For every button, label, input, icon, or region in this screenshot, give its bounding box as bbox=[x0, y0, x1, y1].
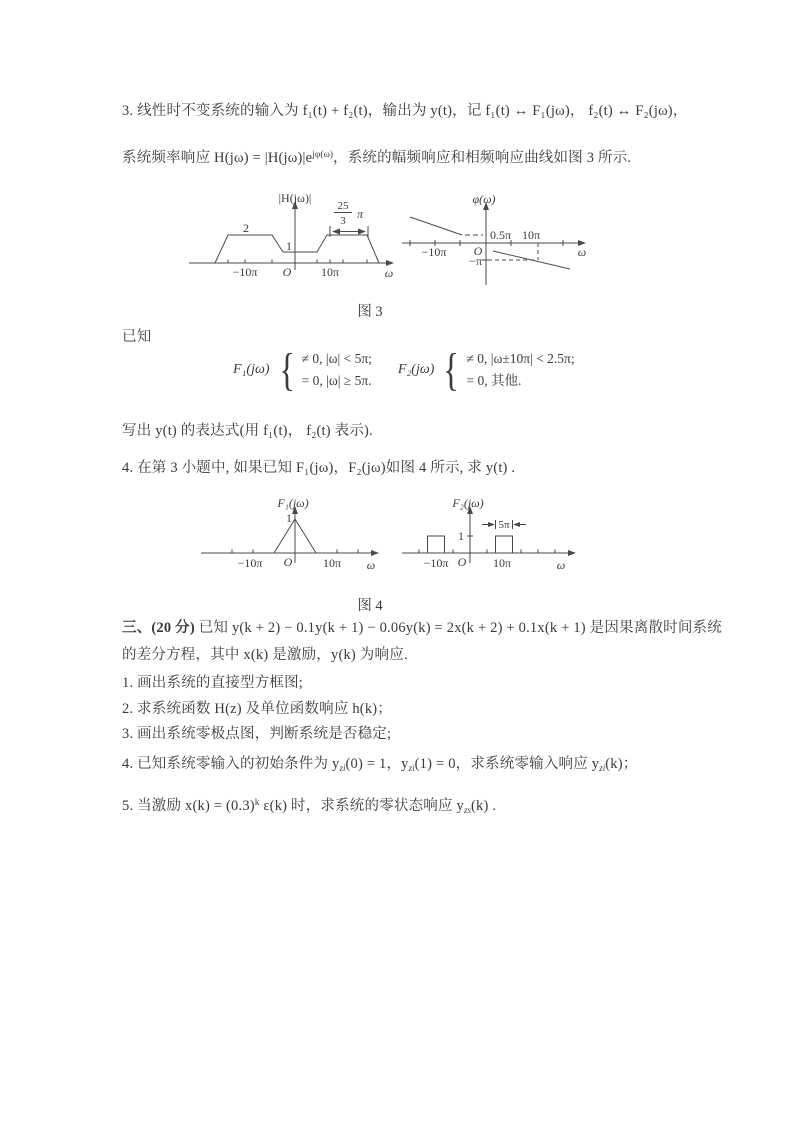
f1-name: F₁(jω) bbox=[233, 362, 270, 377]
fraction-pi: π bbox=[357, 207, 364, 221]
origin-label: O bbox=[282, 265, 292, 279]
arrow-left-icon bbox=[332, 229, 340, 235]
fraction-denominator: 3 bbox=[340, 215, 346, 227]
problem3-line2 bbox=[122, 146, 631, 167]
item5-text: (k) . bbox=[470, 798, 497, 814]
f2-axis-title: F₂(jω) bbox=[452, 496, 484, 510]
item4-text: (0) = 1，y bbox=[345, 756, 409, 772]
problem3-line2-post: ，系统的幅频响应和相频响应曲线如图 3 所示. bbox=[333, 150, 632, 166]
level-2-label: 2 bbox=[243, 221, 249, 235]
given-formulas bbox=[233, 344, 575, 395]
zi-subscript: zi bbox=[339, 763, 346, 773]
section3-heading: 三、(20 分) bbox=[122, 620, 195, 636]
f1-cases bbox=[302, 349, 372, 391]
omega-label: ω bbox=[577, 245, 587, 259]
problem3-line2-pre: 系统频率响应 H(jω) = |H(jω)|e bbox=[122, 150, 313, 166]
f2-definition bbox=[397, 344, 575, 395]
f1-case2: = 0, |ω| ≥ 5π. bbox=[301, 373, 372, 388]
f1-definition bbox=[233, 344, 372, 395]
neg10pi-label: −10π bbox=[232, 265, 258, 279]
neg10pi-label: −10π bbox=[421, 245, 447, 259]
f1-axis-title: F₁(jω) bbox=[277, 496, 309, 510]
omega-label: ω bbox=[384, 266, 394, 280]
phase-exponent: jφ(ω) bbox=[312, 150, 333, 160]
zi-subscript: zi bbox=[599, 763, 606, 773]
omega-label: ω bbox=[366, 558, 376, 572]
f2-case2: = 0, 其他. bbox=[466, 373, 522, 388]
axes bbox=[402, 202, 586, 285]
origin-label: O bbox=[457, 555, 467, 569]
fraction-numerator: 25 bbox=[337, 200, 349, 212]
magnitude-curve bbox=[215, 235, 379, 263]
phase-axis-title: φ(ω) bbox=[472, 192, 496, 206]
f2-case1: ≠ 0, |ω±10π| < 2.5π; bbox=[466, 351, 575, 366]
problem4-line: 4. 在第 3 小题中, 如果已知 F₁(jω)，F₂(jω)如图 4 所示, 求 y(t) . bbox=[122, 460, 516, 476]
x-axis-arrow-icon bbox=[568, 550, 576, 556]
section3-item5 bbox=[122, 794, 496, 815]
section3-item2: 2. 求系统函数 H(z) 及单位函数响应 h(k)； bbox=[122, 701, 392, 717]
omega-label: ω bbox=[556, 558, 566, 572]
pos10pi-label: 10π bbox=[492, 556, 512, 570]
given-label: 已知 bbox=[122, 329, 152, 345]
figure4-f1-plot bbox=[193, 497, 393, 592]
figure4-f2-plot bbox=[398, 497, 588, 592]
width-annotation bbox=[330, 200, 368, 237]
left-brace: { bbox=[443, 344, 460, 395]
pos10pi-label: 10π bbox=[322, 556, 342, 570]
width-label: 5π bbox=[498, 519, 510, 531]
figure3-phase-plot bbox=[398, 193, 593, 293]
f2-name: F₂(jω) bbox=[397, 362, 435, 377]
figure3-magnitude-plot bbox=[183, 192, 403, 292]
f1-case1: ≠ 0, |ω| < 5π; bbox=[301, 351, 372, 366]
zi-subscript: zi bbox=[408, 763, 415, 773]
level-1-label: 1 bbox=[286, 239, 292, 253]
x-axis-arrow-icon bbox=[371, 550, 379, 556]
magnitude-axis-title: |H(jω)| bbox=[278, 191, 312, 205]
k-exponent: k bbox=[254, 798, 260, 808]
section3-item4 bbox=[122, 752, 637, 773]
neg10pi-label: −10π bbox=[423, 556, 449, 570]
section3-line2: 的差分方程，其中 x(k) 是激励，y(k) 为响应. bbox=[122, 647, 408, 663]
level-1-label: 1 bbox=[458, 529, 464, 543]
section3-line1-rest: 已知 y(k + 2) − 0.1y(k + 1) − 0.06y(k) = 2x(k + 2) + 0.1x(k + 1) 是因果离散时间系统 bbox=[194, 620, 722, 636]
arrow-right-icon bbox=[358, 229, 366, 235]
halfpi-label: 0.5π bbox=[490, 228, 512, 242]
item4-text: (k)； bbox=[605, 756, 638, 772]
figure4-caption: 图 4 bbox=[357, 598, 383, 614]
negpi-label: −π bbox=[469, 254, 482, 268]
origin-label: O bbox=[283, 555, 293, 569]
origin-label: O bbox=[473, 244, 483, 258]
item5-text: ε(k) 时，求系统的零状态响应 y bbox=[259, 798, 464, 814]
section3-item1: 1. 画出系统的直接型方框图; bbox=[122, 675, 304, 691]
problem3-conclusion: 写出 y(t) 的表达式(用 f₁(t)， f₂(t) 表示). bbox=[122, 423, 373, 439]
section3-item3: 3. 画出系统零极点图，判断系统是否稳定; bbox=[122, 726, 392, 742]
zs-subscript: zs bbox=[463, 805, 471, 815]
item4-text: (1) = 0，求系统零输入响应 y bbox=[414, 756, 600, 772]
f2-cases bbox=[467, 349, 575, 391]
item5-text: 5. 当激励 x(k) = (0.3) bbox=[122, 798, 255, 814]
left-brace: { bbox=[278, 344, 295, 395]
axes bbox=[402, 506, 576, 563]
level-1-label: 1 bbox=[286, 511, 292, 525]
neg10pi-label: −10π bbox=[237, 556, 263, 570]
item4-text: 4. 已知系统零输入的初始条件为 y bbox=[122, 756, 340, 772]
width-annotation bbox=[482, 519, 526, 531]
arrow-right-icon bbox=[488, 522, 495, 527]
pos10pi-label: 10π bbox=[320, 265, 340, 279]
arrow-left-icon bbox=[513, 522, 520, 527]
figure3-caption: 图 3 bbox=[357, 304, 383, 320]
section3-line1 bbox=[122, 616, 722, 637]
problem3-line1: 3. 线性时不变系统的输入为 f₁(t) + f₂(t)，输出为 y(t)，记 f₁(t) ↔ F₁(jω)， f₂(t) ↔ F₂(jω)， bbox=[122, 103, 688, 119]
tenpi-label: 10π bbox=[521, 228, 541, 242]
